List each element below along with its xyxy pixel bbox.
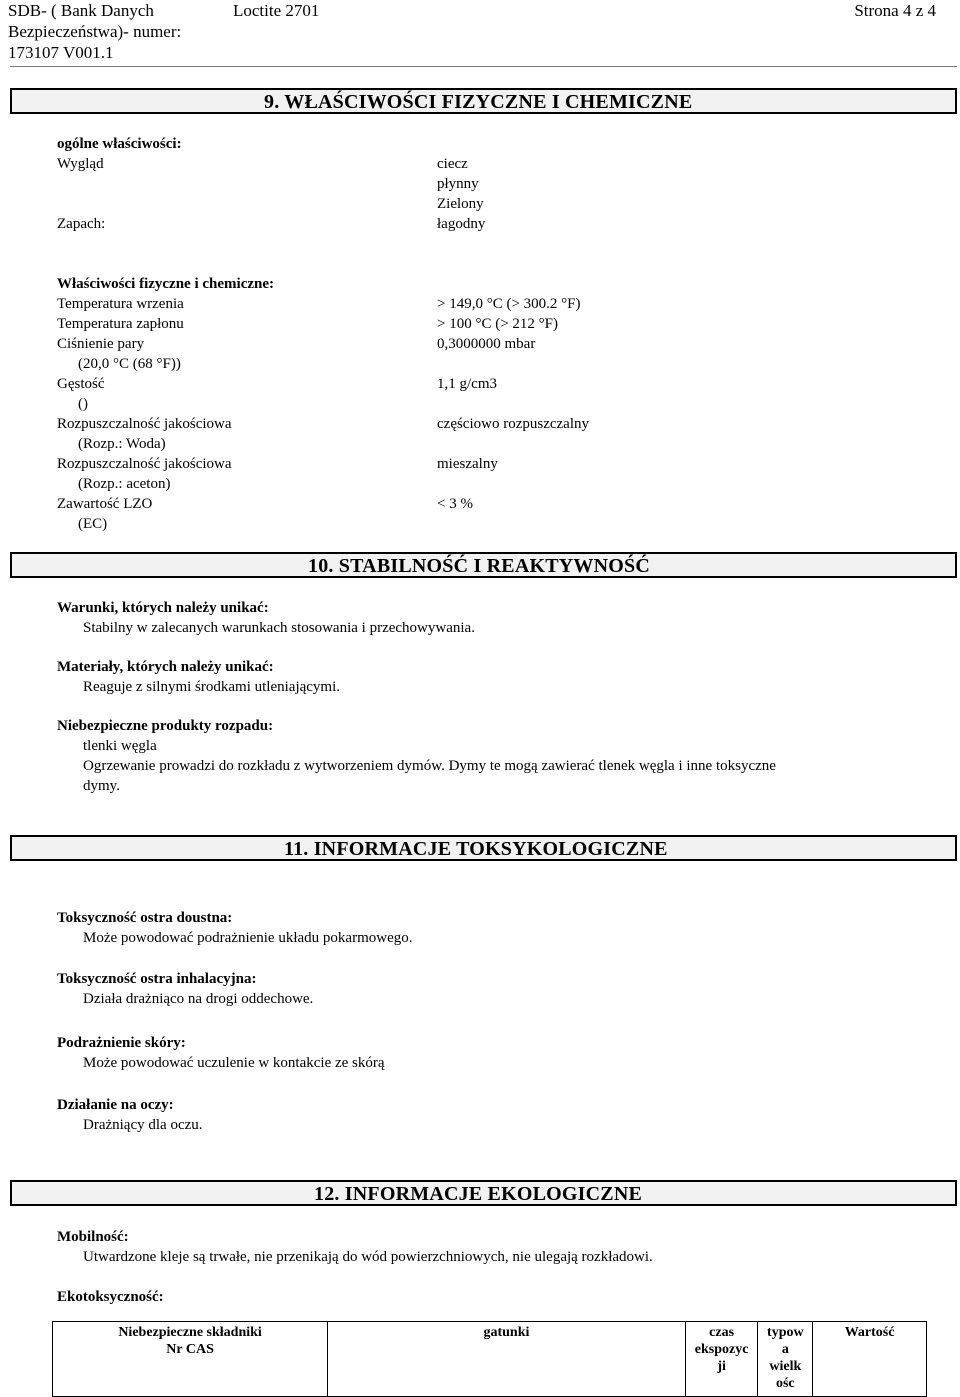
- column-header-text: Nr CAS: [166, 1342, 214, 1357]
- eye-effect-heading: Działanie na oczy:: [57, 1097, 174, 1113]
- general-properties-heading: ogólne właściwości:: [57, 136, 182, 152]
- property-label: Zawartość LZO: [57, 496, 153, 512]
- property-value: 0,3000000 mbar: [437, 336, 536, 352]
- column-header-component: [53, 1322, 328, 1397]
- decomposition-text: Ogrzewanie prowadzi do rozkładu z wytworzeniem dymów. Dymy te mogą zawierać tlenek węgla i inne toksyczne: [83, 758, 776, 774]
- property-label: Temperatura zapłonu: [57, 316, 184, 332]
- column-header-text: ośc: [775, 1376, 795, 1391]
- table-header-row: [53, 1322, 927, 1397]
- acute-oral-heading: Toksyczność ostra doustna:: [57, 910, 233, 926]
- section-12-title-bar: [10, 1180, 957, 1206]
- column-header-value: [813, 1322, 927, 1397]
- eye-effect-text: Drażniący dla oczu.: [83, 1117, 203, 1133]
- section-11-title-bar: [10, 835, 957, 861]
- header-divider: [10, 66, 957, 67]
- mobility-text: Utwardzone kleje są trwałe, nie przenikają do wód powierzchniowych, nie ulegają rozkładowi.: [83, 1249, 653, 1265]
- header-product-name: Loctite 2701: [233, 1, 320, 20]
- decomposition-heading: Niebezpieczne produkty rozpadu:: [57, 718, 274, 734]
- column-header-text: a: [781, 1342, 789, 1357]
- property-condition: (): [78, 396, 88, 412]
- section-9-title-bar: [10, 88, 957, 114]
- property-condition: (Rozp.: Woda): [78, 436, 166, 452]
- column-header-value-type: [758, 1322, 813, 1397]
- column-header-text: Wartość: [844, 1325, 895, 1340]
- property-label: Rozpuszczalność jakościowa: [57, 416, 232, 432]
- property-value: > 100 °C (> 212 °F): [437, 316, 559, 332]
- decomposition-text: dymy.: [83, 778, 120, 794]
- mobility-heading: Mobilność:: [57, 1229, 129, 1245]
- column-header-text: ji: [717, 1359, 726, 1374]
- column-header-species: [328, 1322, 686, 1397]
- property-label: Rozpuszczalność jakościowa: [57, 456, 232, 472]
- section-11-title: 11. INFORMACJE TOKSYKOLOGICZNE: [284, 838, 668, 860]
- column-header-text: czas: [709, 1325, 735, 1340]
- materials-to-avoid-text: Reaguje z silnymi środkami utleniającymi.: [83, 679, 341, 695]
- property-value: > 149,0 °C (> 300.2 °F): [437, 296, 581, 312]
- acute-oral-text: Może powodować podrażnienie układu pokarmowego.: [83, 930, 413, 946]
- header-doc-label: Bezpieczeństwa)- numer:: [8, 22, 182, 41]
- property-condition: (20,0 °C (68 °F)): [78, 356, 181, 372]
- conditions-to-avoid-text: Stabilny w zalecanych warunkach stosowania i przechowywania.: [83, 620, 475, 636]
- property-value: 1,1 g/cm3: [437, 376, 497, 392]
- section-10-title: 10. STABILNOŚĆ I REAKTYWNOŚĆ: [308, 555, 650, 577]
- appearance-value-2: płynny: [437, 176, 479, 192]
- header-page-number: Strona 4 z 4: [854, 1, 936, 20]
- column-header-text: typow: [767, 1325, 804, 1340]
- property-label: Gęstość: [57, 376, 105, 392]
- header-doc-type: SDB- ( Bank Danych: [8, 1, 154, 20]
- property-condition: (Rozp.: aceton): [78, 476, 171, 492]
- section-12-title: 12. INFORMACJE EKOLOGICZNE: [314, 1183, 643, 1205]
- appearance-label: Wygląd: [57, 156, 104, 172]
- column-header-text: ekspozyc: [694, 1342, 749, 1357]
- ecotoxicity-table: [52, 1321, 927, 1397]
- column-header-text: Niebezpieczne składniki: [118, 1325, 262, 1340]
- property-value: mieszalny: [437, 456, 498, 472]
- column-header-text: wielk: [769, 1359, 802, 1374]
- appearance-value-1: ciecz: [437, 156, 468, 172]
- skin-irritation-heading: Podrażnienie skóry:: [57, 1035, 186, 1051]
- acute-inhalation-heading: Toksyczność ostra inhalacyjna:: [57, 971, 257, 987]
- column-header-text: gatunki: [483, 1325, 530, 1340]
- odor-label: Zapach:: [57, 216, 106, 232]
- section-10-title-bar: [10, 552, 957, 578]
- physchem-heading: Właściwości fizyczne i chemiczne:: [57, 276, 275, 292]
- column-header-exposure-time: [685, 1322, 758, 1397]
- decomposition-text: tlenki węgla: [83, 738, 157, 754]
- property-label: Ciśnienie pary: [57, 336, 145, 352]
- conditions-to-avoid-heading: Warunki, których należy unikać:: [57, 600, 269, 616]
- appearance-value-3: Zielony: [437, 196, 484, 212]
- property-value: < 3 %: [437, 496, 473, 512]
- ecotoxicity-heading: Ekotoksyczność:: [57, 1289, 164, 1305]
- property-condition: (EC): [78, 516, 108, 532]
- odor-value: łagodny: [437, 216, 486, 232]
- skin-irritation-text: Może powodować uczulenie w kontakcie ze skórą: [83, 1055, 385, 1071]
- header-doc-number: 173107 V001.1: [8, 43, 114, 62]
- property-value: częściowo rozpuszczalny: [437, 416, 590, 432]
- section-9-title: 9. WŁAŚCIWOŚCI FIZYCZNE I CHEMICZNE: [264, 91, 693, 113]
- materials-to-avoid-heading: Materiały, których należy unikać:: [57, 659, 274, 675]
- property-label: Temperatura wrzenia: [57, 296, 184, 312]
- acute-inhalation-text: Działa drażniąco na drogi oddechowe.: [83, 991, 314, 1007]
